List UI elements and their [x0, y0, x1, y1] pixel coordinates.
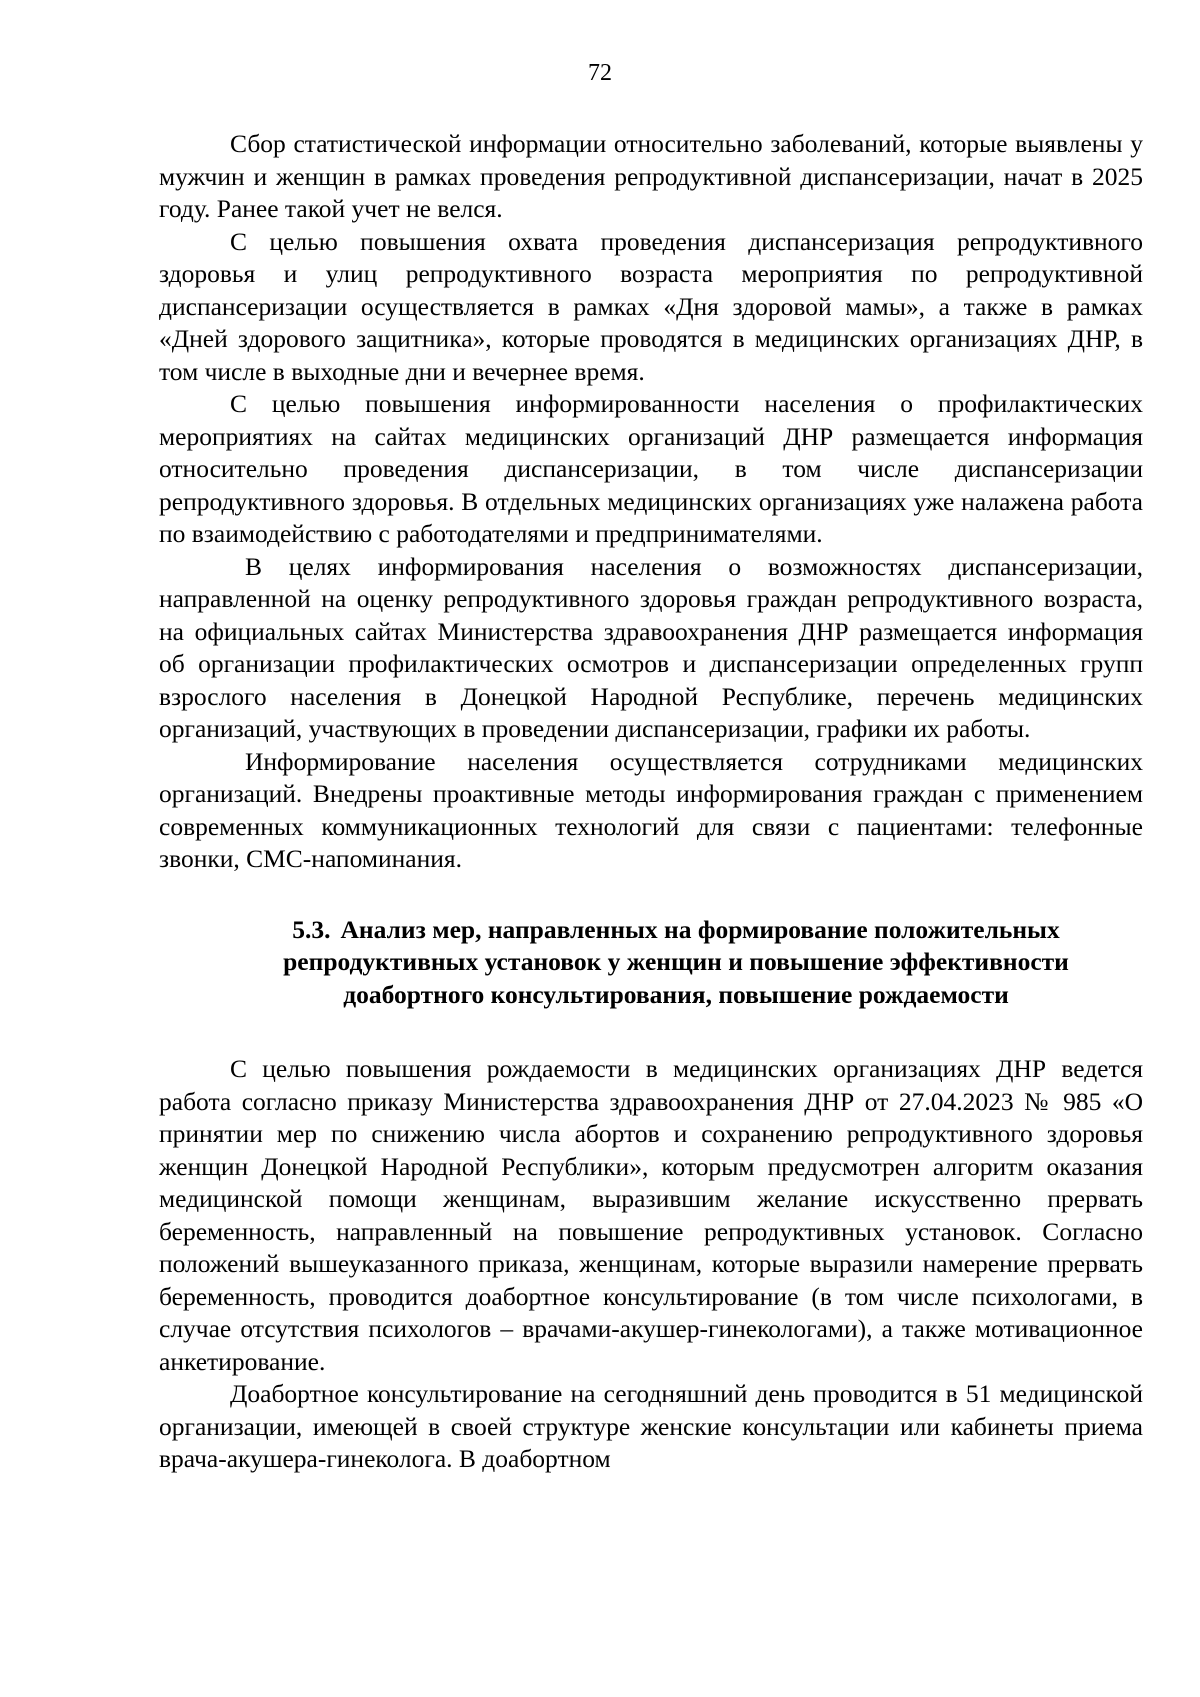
paragraph-birth-rate: С целью повышения рождаемости в медицинских организациях ДНР ведется работа согласно приказу Министерства здравоохранения ДНР от 27.04.2023 № 985 «О принятии мер по снижению числа абортов и сохранению репродуктивного здоровья женщин Донецкой Народной Республики», которым предусмотрен алгоритм оказания медицинской помощи женщинам, выразившим желание искусственно прервать беременность, направленный на повышение репродуктивных установок. Согласно положений вышеуказанного приказа, женщинам, которые выразили намерение прервать беременность, проводится доабортное консультирование (в том числе психологами, в случае отсутствия психологов – врачами-акушер-гинекологами), а также мотивационное анкетирование. — [159, 1054, 1143, 1376]
paragraph-informing-staff: Информирование населения осуществляется сотрудниками медицинских организаций. Внедрены проактивные методы информирования граждан с применением современных коммуникационных технологий для связи с пациентами: телефонные звонки, СМС-напоминания. — [159, 746, 1143, 873]
section-heading — [159, 914, 1143, 1012]
paragraph-statistics: Сбор статистической информации относительно заболеваний, которые выявлены у мужчин и женщин в рамках проведения репродуктивной диспансеризации, начат в 2025 году. Ранее такой учет не велся. — [159, 129, 1143, 223]
section-title: Анализ мер, направленных на формирование положительных репродуктивных установок у женщин и повышение эффективности доабортного консультирования, повышение рождаемости — [283, 914, 1069, 1009]
section-number: 5.3. — [292, 914, 331, 944]
document-body — [159, 128, 1143, 1476]
page-number: 72 — [588, 60, 612, 86]
paragraph-awareness: С целью повышения информированности населения о профилактических мероприятиях на сайтах медицинских организаций ДНР размещается информация относительно проведения диспансеризации, в том числе диспансеризации репродуктивного здоровья. В отдельных медицинских организациях уже налажена работа по взаимодействию с работодателями и предпринимателями. — [159, 389, 1143, 548]
paragraph-coverage: С целью повышения охвата проведения диспансеризация репродуктивного здоровья и улиц репродуктивного возраста мероприятия по репродуктивной диспансеризации осуществляется в рамках «Дня здоровой мамы», а также в рамках «Дней здорового защитника», которые проводятся в медицинских организациях ДНР, в том числе в выходные дни и вечернее время. — [159, 226, 1143, 386]
paragraph-informing-population: В целях информирования населения о возможностях диспансеризации, направленной на оценку репродуктивного здоровья граждан репродуктивного возраста, на официальных сайтах Министерства здравоохранения ДНР размещается информация об организации профилактических осмотров и диспансеризации определенных групп взрослого населения в Донецкой Народной Республике, перечень медицинских организаций, участвующих в проведении диспансеризации, графики их работы. — [159, 551, 1143, 743]
paragraph-pre-abortion-counseling: Доабортное консультирование на сегодняшний день проводится в 51 медицинской организации, имеющей в своей структуре женские консультации или кабинеты приема врача-акушера-гинеколога. В доабортном — [159, 1379, 1143, 1473]
